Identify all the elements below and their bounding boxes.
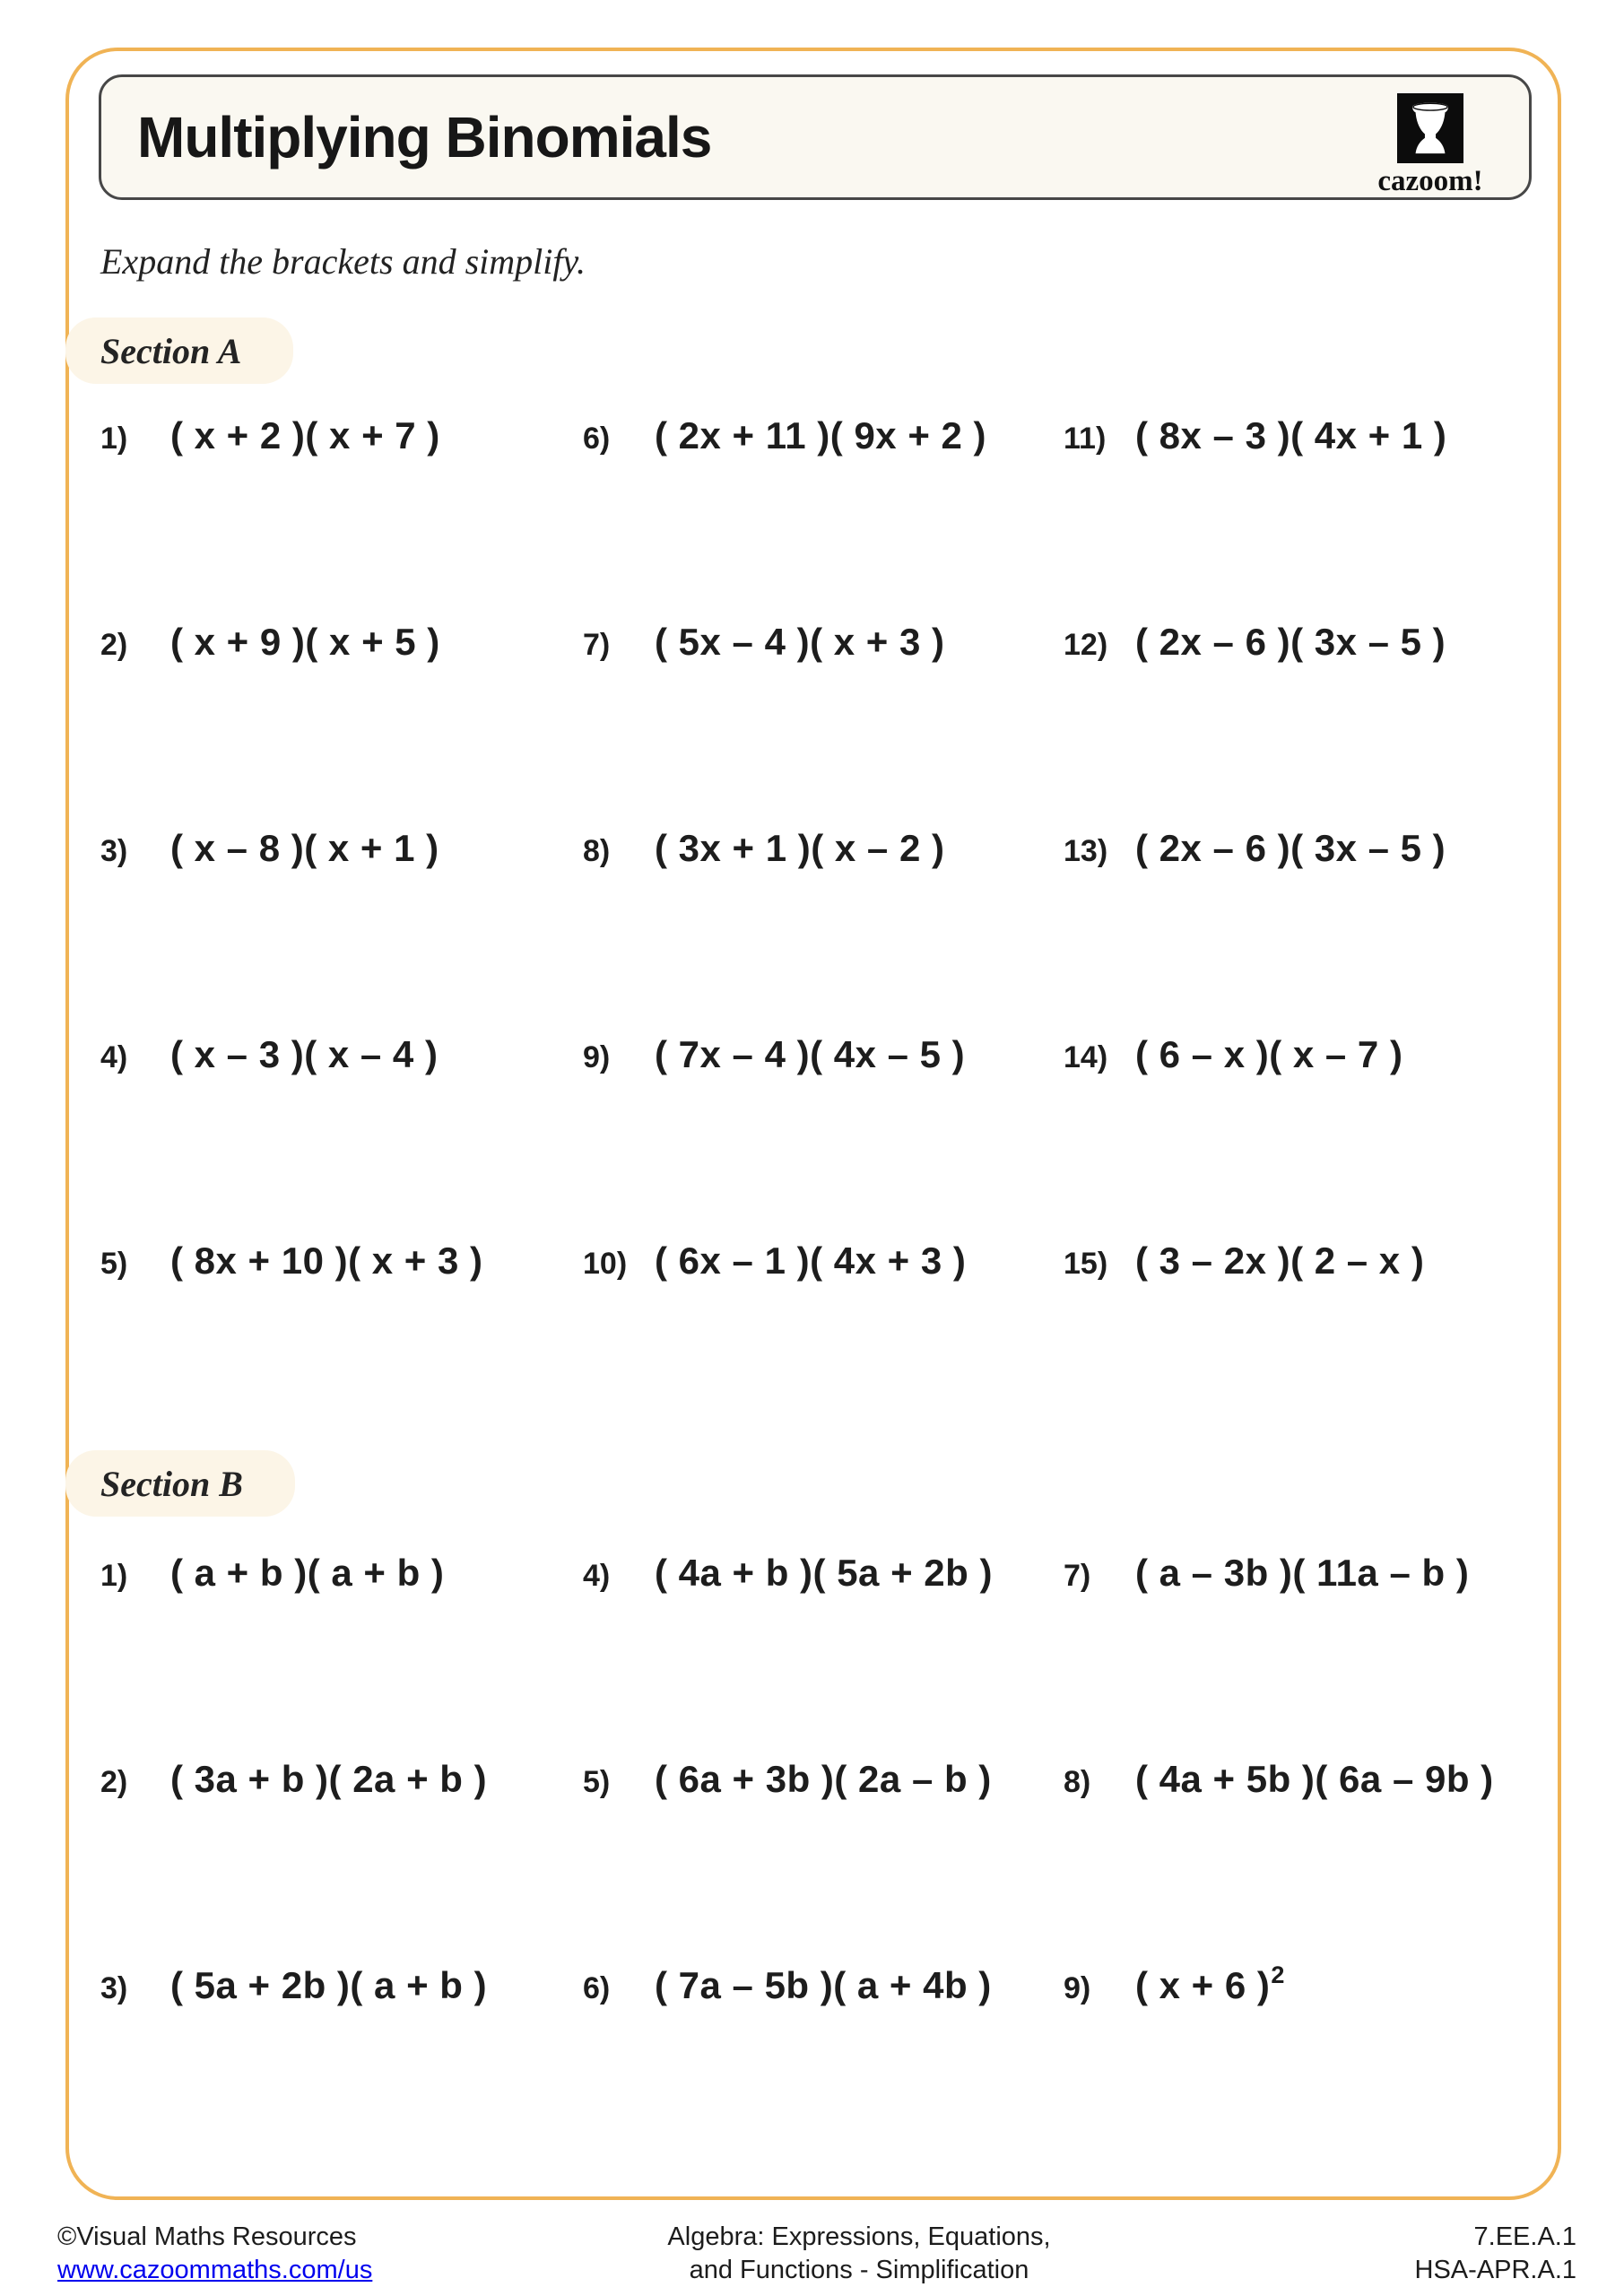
problem-expression: ( x + 2 )( x + 7 ) [170, 414, 440, 457]
instruction-text: Expand the brackets and simplify. [100, 241, 586, 282]
page-footer [0, 2215, 1624, 2296]
problem-expression: ( 3x + 1 )( x – 2 ) [655, 827, 945, 869]
problem [583, 414, 986, 457]
logo-text: cazoom! [1377, 165, 1483, 197]
problem [1064, 1758, 1494, 1801]
problem-expression: ( 8x + 10 )( x + 3 ) [170, 1239, 483, 1282]
footer-standards [1415, 2221, 1577, 2287]
problem-expression: ( a + b )( a + b ) [170, 1552, 445, 1594]
topic-line-2: and Functions - Simplification [689, 2256, 1029, 2284]
problem-number: 7) [1064, 1559, 1091, 1593]
problem-number: 1) [100, 422, 128, 456]
problem-expression: ( 7a – 5b )( a + 4b ) [655, 1964, 992, 2006]
problem-expression: ( x – 8 )( x + 1 ) [170, 827, 439, 869]
problem [583, 1758, 992, 1801]
problem [583, 1033, 965, 1076]
problem-number: 8) [583, 834, 611, 868]
problem [583, 1964, 992, 2007]
problem-expression: ( 2x + 11 )( 9x + 2 ) [655, 414, 987, 457]
problem-expression: ( 4a + 5b )( 6a – 9b ) [1135, 1758, 1494, 1800]
problem-number: 14) [1064, 1040, 1108, 1074]
problem [1064, 1961, 1285, 2007]
problem-number: 1) [100, 1559, 128, 1593]
problem-number: 9) [1064, 1971, 1091, 2005]
problem [100, 1964, 487, 2007]
problem [100, 1239, 483, 1283]
problem-expression: ( 8x – 3 )( 4x + 1 ) [1135, 414, 1447, 457]
standard-code-2: HSA-APR.A.1 [1414, 2256, 1576, 2284]
problem-expression: ( x + 9 )( x + 5 ) [170, 621, 440, 663]
cazoom-logo [1368, 93, 1493, 198]
problem [100, 1552, 444, 1595]
problem [1064, 1033, 1403, 1076]
problem [1064, 621, 1446, 664]
problem-number: 15) [1064, 1247, 1108, 1281]
problem-expression: ( x + 6 ) [1135, 1964, 1271, 2006]
problem-exponent: 2 [1271, 1961, 1285, 1988]
problem-expression: ( 3 – 2x )( 2 – x ) [1135, 1239, 1425, 1282]
problem-expression: ( 6 – x )( x – 7 ) [1135, 1033, 1403, 1075]
section-b-pill [65, 1450, 295, 1517]
problem-expression: ( 5a + 2b )( a + b ) [170, 1964, 488, 2006]
problem [100, 1033, 438, 1076]
problem-number: 3) [100, 834, 128, 868]
problem [1064, 1552, 1469, 1595]
problem [1064, 1239, 1424, 1283]
problem-expression: ( 5x – 4 )( x + 3 ) [655, 621, 945, 663]
website-link[interactable]: www.cazoommaths.com/us [57, 2256, 373, 2284]
footer-topic [667, 2221, 1050, 2287]
page-title: Multiplying Binomials [137, 105, 712, 170]
problem-number: 2) [100, 1765, 128, 1799]
problem-number: 9) [583, 1040, 611, 1074]
problem-number: 10) [583, 1247, 628, 1281]
problem-expression: ( a – 3b )( 11a – b ) [1135, 1552, 1470, 1594]
problem-number: 4) [583, 1559, 611, 1593]
djembe-drum-icon [1397, 93, 1463, 163]
problem [583, 1239, 966, 1283]
problem-number: 7) [583, 628, 611, 662]
problem-number: 8) [1064, 1765, 1091, 1799]
section-b-label: Section B [100, 1463, 243, 1504]
section-a-pill [65, 317, 293, 384]
problem [100, 1758, 487, 1801]
problem [100, 621, 440, 664]
problem-expression: ( 6x – 1 )( 4x + 3 ) [655, 1239, 967, 1282]
problem-number: 4) [100, 1040, 128, 1074]
problem-number: 5) [100, 1247, 128, 1281]
problem [583, 1552, 993, 1595]
problem [1064, 414, 1446, 457]
problem [1064, 827, 1446, 870]
problem [100, 414, 440, 457]
section-a-label: Section A [100, 330, 242, 371]
problem-expression: ( 3a + b )( 2a + b ) [170, 1758, 488, 1800]
problem-expression: ( 4a + b )( 5a + 2b ) [655, 1552, 993, 1594]
problem-expression: ( 7x – 4 )( 4x – 5 ) [655, 1033, 966, 1075]
problem-expression: ( 6a + 3b )( 2a – b ) [655, 1758, 992, 1800]
worksheet-header [99, 74, 1532, 200]
copyright-text: ©Visual Maths Resources [57, 2222, 357, 2251]
problem-expression: ( 2x – 6 )( 3x – 5 ) [1135, 621, 1446, 663]
problem-number: 2) [100, 628, 128, 662]
problem-expression: ( 2x – 6 )( 3x – 5 ) [1135, 827, 1446, 869]
problem-number: 6) [583, 422, 611, 456]
problem-number: 3) [100, 1971, 128, 2005]
problem [100, 827, 439, 870]
page-border-frame [65, 48, 1561, 2200]
problem [583, 621, 944, 664]
problem [583, 827, 944, 870]
problem-number: 5) [583, 1765, 611, 1799]
problem-number: 12) [1064, 628, 1108, 662]
problem-number: 11) [1064, 422, 1107, 456]
footer-left [57, 2221, 372, 2287]
problem-expression: ( x – 3 )( x – 4 ) [170, 1033, 439, 1075]
problem-number: 13) [1064, 834, 1108, 868]
standard-code-1: 7.EE.A.1 [1473, 2222, 1576, 2251]
problem-number: 6) [583, 1971, 611, 2005]
topic-line-1: Algebra: Expressions, Equations, [667, 2222, 1051, 2251]
